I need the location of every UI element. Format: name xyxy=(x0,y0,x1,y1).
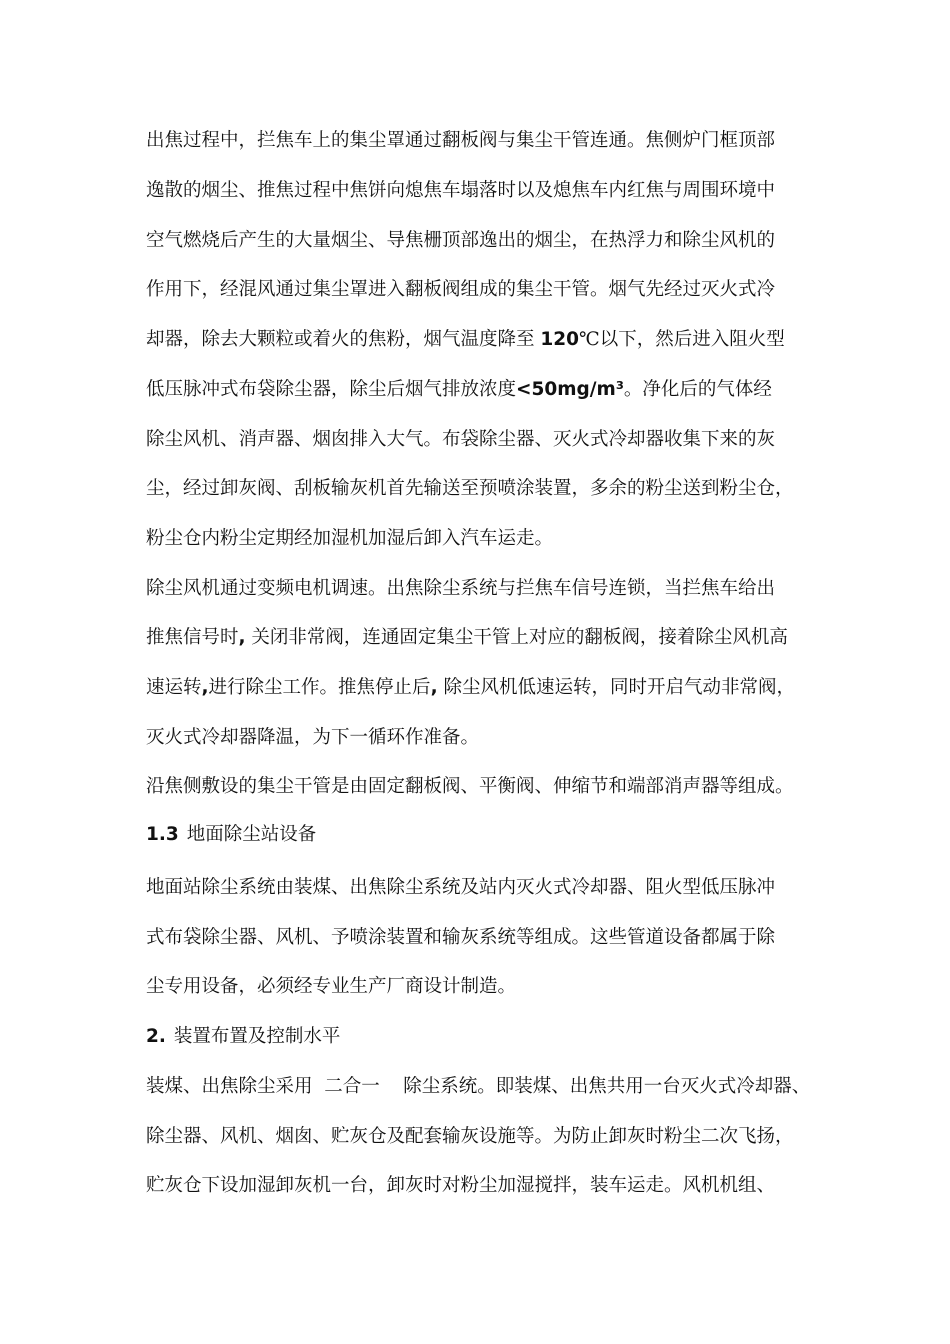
paragraph-4-line-3: 尘专用设备，必须经专业生产厂商设计制造。 xyxy=(146,976,517,997)
paragraph-2-line-3 xyxy=(146,675,795,701)
paragraph-5-line-3: 贮灰仓下设加湿卸灰机一台，卸灰时对粉尘加湿搅拌，装车运走。风机机组、 xyxy=(146,1175,776,1196)
paragraph-1-line-9: 粉尘仓内粉尘定期经加湿机加湿后卸入汽车运走。 xyxy=(146,528,554,549)
paragraph-1-line-7: 除尘风机、消声器、烟囱排入大气。布袋除尘器、灭火式冷却器收集下来的灰 xyxy=(146,429,776,450)
text-span: ℃以下，然后进入阻火型 xyxy=(579,329,785,350)
text-span: 低压脉冲式布袋除尘器，除尘后烟气排放浓度 xyxy=(146,379,517,400)
paragraph-1-line-6 xyxy=(146,377,772,403)
section-number: 1.3 xyxy=(146,824,179,845)
paragraph-5-line-2: 除尘器、风机、烟囱、贮灰仓及配套输灰设施等。为防止卸灰时粉尘二次飞扬， xyxy=(146,1126,794,1147)
text-span: 进行除尘工作。推焦停止后 xyxy=(208,677,431,698)
paragraph-2-line-4: 灭火式冷却器降温，为下一循环作准备。 xyxy=(146,727,480,748)
text-span: 速运转 xyxy=(146,677,202,698)
section-heading-1-3 xyxy=(146,822,316,848)
paragraph-1-line-8: 尘，经过卸灰阀、刮板输灰机首先输送至预喷涂装置，多余的粉尘送到粉尘仓， xyxy=(146,478,794,499)
emission-value: <50mg/m³ xyxy=(516,379,624,400)
comma: , xyxy=(201,677,209,698)
section-title: 装置布置及控制水平 xyxy=(173,1026,341,1047)
section-number: 2. xyxy=(146,1026,166,1047)
comma: , xyxy=(238,627,246,648)
text-span: 关闭非常阀，连通固定集尘干管上对应的翻板阀，接着除尘风机高 xyxy=(245,627,788,648)
text-span: 推焦信号时 xyxy=(146,627,239,648)
paragraph-2-line-2 xyxy=(146,625,788,651)
paragraph-4-line-2: 式布袋除尘器、风机、予喷涂装置和输灰系统等组成。这些管道设备都属于除 xyxy=(146,927,776,948)
paragraph-1-line-3: 空气燃烧后产生的大量烟尘、导焦栅顶部逸出的烟尘，在热浮力和除尘风机的 xyxy=(146,230,776,251)
comma: , xyxy=(430,677,438,698)
paragraph-5-line-1: 装煤、出焦除尘采用 二合一 除尘系统。即装煤、出焦共用一台灭火式冷却器、 xyxy=(146,1076,811,1097)
paragraph-2-line-1: 除尘风机通过变频电机调速。出焦除尘系统与拦焦车信号连锁，当拦焦车给出 xyxy=(146,578,776,599)
paragraph-3-line-1: 沿焦侧敷设的集尘干管是由固定翻板阀、平衡阀、伸缩节和端部消声器等组成。 xyxy=(146,776,794,797)
section-title: 地面除尘站设备 xyxy=(186,824,317,845)
text-span: 除尘风机低速运转，同时开启气动非常阀， xyxy=(437,677,795,698)
paragraph-1-line-4: 作用下，经混风通过集尘罩进入翻板阀组成的集尘干管。烟气先经过灭火式冷 xyxy=(146,279,776,300)
paragraph-1-line-5 xyxy=(146,327,785,353)
text-span: 。净化后的气体经 xyxy=(623,379,772,400)
paragraph-1-line-2: 逸散的烟尘、推焦过程中焦饼向熄焦车塌落时以及熄焦车内红焦与周围环境中 xyxy=(146,180,776,201)
paragraph-1-line-1: 出焦过程中，拦焦车上的集尘罩通过翻板阀与集尘干管连通。焦侧炉门框顶部 xyxy=(146,130,776,151)
text-span: 却器，除去大颗粒或着火的焦粉，烟气温度降至 xyxy=(146,329,541,350)
temperature-value: 120 xyxy=(540,329,580,350)
paragraph-4-line-1: 地面站除尘系统由装煤、出焦除尘系统及站内灭火式冷却器、阻火型低压脉冲 xyxy=(146,877,776,898)
section-heading-2 xyxy=(146,1024,340,1050)
